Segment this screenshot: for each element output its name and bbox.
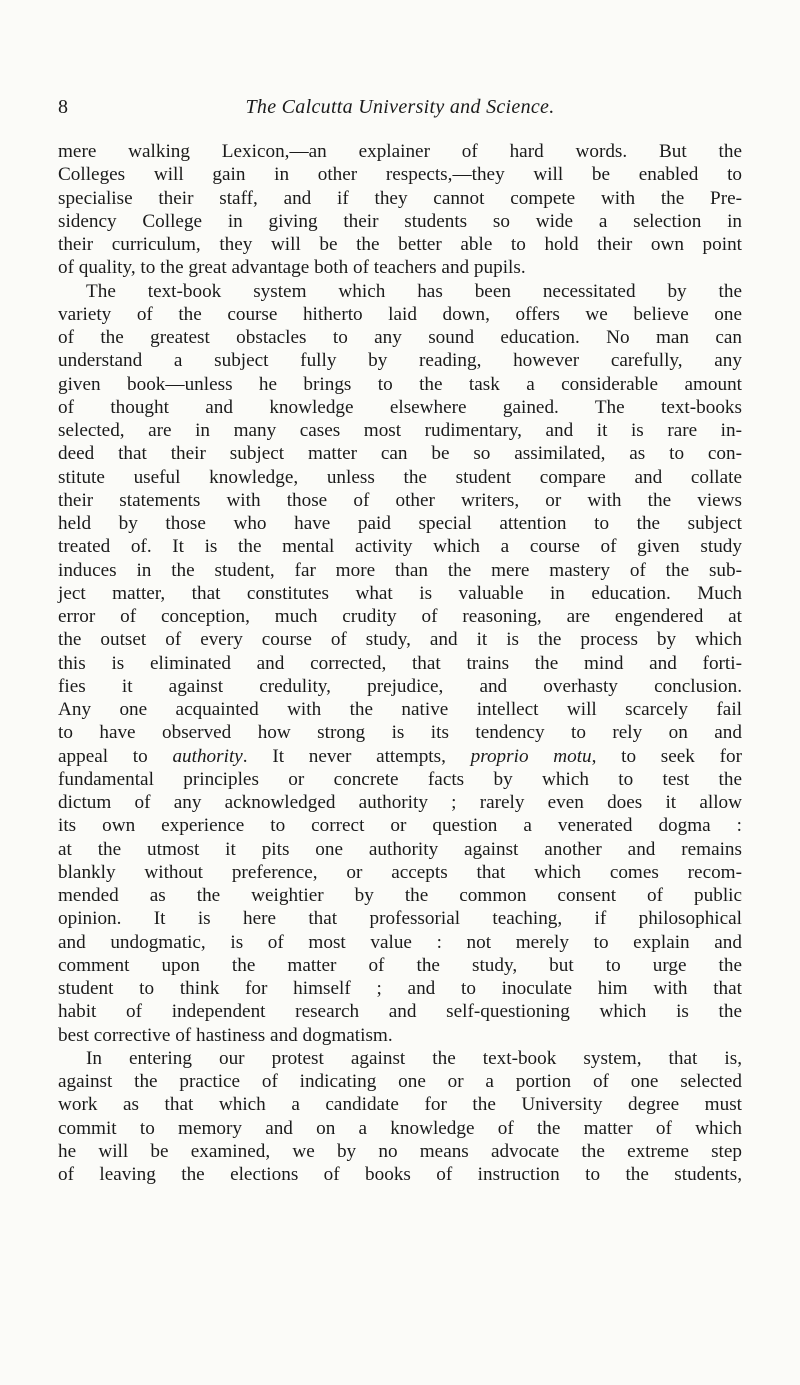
italic-term: proprio motu <box>470 745 592 767</box>
text-line: of the greatest obstacles to any sound education. No man can <box>58 327 742 348</box>
text-line: In entering our protest against the text-book system, that is, <box>86 1047 742 1069</box>
text-line: student to think for himself ; and to inoculate him with that <box>58 978 742 999</box>
running-title: The Calcutta University and Science. <box>245 96 555 118</box>
text-line: opinion. It is here that professorial teaching, if philosophical <box>58 908 742 930</box>
text-line: induces in the student, far more than the mere mastery of the sub- <box>58 559 742 581</box>
text-line: of quality, to the great advantage both of teachers and pupils. <box>58 257 526 279</box>
text-line: ject matter, that constitutes what is valuable in education. Much <box>58 582 742 604</box>
text-line: mere walking Lexicon,—an explainer of hard words. But the <box>58 141 742 162</box>
text-line: to have observed how strong is its tendency to rely on and <box>58 722 742 744</box>
text-line: commit to memory and on a knowledge of the matter of which <box>58 1117 742 1139</box>
text-line: sidency College in giving their students so wide a selection in <box>58 210 742 232</box>
text-line: mended as the weightier by the common consent of public <box>58 885 742 906</box>
text-line: habit of independent research and self-questioning which is the <box>58 1001 742 1023</box>
text-line: treated of. It is the mental activity which a course of given study <box>58 536 742 558</box>
running-head <box>58 96 742 126</box>
text-line: its own experience to correct or question a venerated dogma : <box>58 815 742 837</box>
text-line: stitute useful knowledge, unless the student compare and collate <box>58 466 742 488</box>
text-line: this is eliminated and corrected, that trains the mind and forti- <box>58 652 742 674</box>
text-line: their curriculum, they will be the better able to hold their own point <box>58 234 742 255</box>
text-line: work as that which a candidate for the University degree must <box>58 1094 742 1116</box>
text-line: of leaving the elections of books of instruction to the students, <box>58 1164 742 1185</box>
text-line: fundamental principles or concrete facts by which to test the <box>58 768 742 790</box>
text-line: comment upon the matter of the study, but to urge the <box>58 954 742 976</box>
text-line: held by those who have paid special attention to the subject <box>58 513 742 534</box>
text-line: and undogmatic, is of most value : not merely to explain and <box>58 931 742 953</box>
text-line: Any one acquainted with the native intellect will scarcely fail <box>58 699 742 720</box>
text-line: given book—unless he brings to the task a considerable amount <box>58 373 742 395</box>
text-line: the outset of every course of study, and it is the process by which <box>58 629 742 651</box>
text-line: fies it against credulity, prejudice, and overhasty conclusion. <box>58 675 742 697</box>
page-number: 8 <box>58 96 68 118</box>
text-line: of thought and knowledge elsewhere gained. The text-books <box>58 396 742 418</box>
text-line: he will be examined, we by no means advocate the extreme step <box>58 1140 742 1162</box>
text-line: appeal to authority. It never attempts, proprio motu, to seek for <box>58 745 742 767</box>
italic-term: authority <box>172 745 243 767</box>
text-line: blankly without preference, or accepts that which comes recom- <box>58 861 742 883</box>
text-line: dictum of any acknowledged authority ; rarely even does it allow <box>58 792 742 813</box>
text-line: deed that their subject matter can be so assimilated, as to con- <box>58 443 742 465</box>
text-line: The text-book system which has been necessitated by the <box>86 280 742 302</box>
text-line: error of conception, much crudity of reasoning, are engendered at <box>58 606 742 627</box>
text-line: understand a subject fully by reading, however carefully, any <box>58 350 742 372</box>
text-line: best corrective of hastiness and dogmatism. <box>58 1024 393 1046</box>
text-line: specialise their staff, and if they cannot compete with the Pre- <box>58 187 742 209</box>
text-line: against the practice of indicating one or a portion of one selected <box>58 1071 742 1092</box>
text-line: variety of the course hitherto laid down, offers we believe one <box>58 303 742 325</box>
text-line: their statements with those of other writers, or with the views <box>58 489 742 511</box>
text-line: Colleges will gain in other respects,—they will be enabled to <box>58 164 742 186</box>
text-line: selected, are in many cases most rudimentary, and it is rare in- <box>58 420 742 441</box>
text-line: at the utmost it pits one authority against another and remains <box>58 838 742 860</box>
body-text <box>58 140 742 1186</box>
